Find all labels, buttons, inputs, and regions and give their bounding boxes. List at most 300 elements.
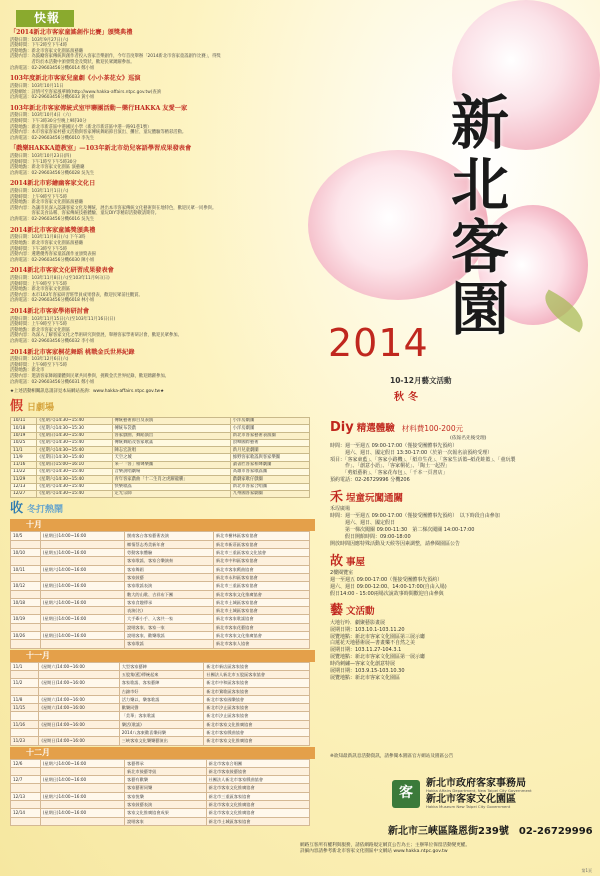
toy-line: 時間：週一至週五 09:00-17:00（僅接受團體事先預約） 以下時段自由參加	[330, 513, 500, 520]
table-cell	[11, 557, 41, 565]
table-row	[11, 461, 310, 468]
year-title: 2014	[328, 321, 429, 365]
table-cell: (星期六)14:30~15:40	[37, 476, 112, 483]
table-cell: 表演(名)	[125, 607, 214, 615]
table-cell: 新北市土城區客家協會	[206, 817, 309, 825]
table-cell: 11/8	[11, 695, 39, 703]
story-line: 週一至週五 09:00-17:00（僅接受團體事先預約）	[330, 576, 443, 583]
table-cell	[39, 687, 119, 695]
table-cell: 10/19	[11, 615, 41, 623]
table-row	[11, 590, 310, 598]
table-row	[11, 476, 310, 483]
table-row	[11, 598, 310, 606]
table-cell: 客家歌謠	[125, 640, 214, 648]
table-cell: 新北市新莊區客家協會	[213, 540, 309, 548]
table-cell: 勞動客家體驗	[125, 549, 214, 557]
table-cell: 10/19	[11, 432, 37, 439]
table-cell: 新北市中和區客家協會	[204, 679, 310, 687]
news-item	[10, 75, 315, 100]
hakka-logo-icon: 客	[392, 780, 420, 808]
news-title: 103年新北市客家傳統式室甲聯團活動－樂行HAKKA 友愛一家	[10, 104, 188, 112]
table-cell: 10/10	[11, 549, 41, 557]
table-cell: (星期日)14:00~16:00	[40, 532, 124, 540]
table-cell: 綠野客家歌謠與客家樂團	[230, 454, 309, 461]
right-column	[330, 414, 592, 682]
table-cell: (星期六)14:30~15:40	[37, 483, 112, 490]
table-cell: 12/7	[11, 776, 41, 784]
arts-heading	[330, 603, 592, 619]
toy-line: 禾埕廣場	[330, 506, 351, 513]
title-char: 客	[450, 213, 509, 281]
table-row	[11, 801, 310, 809]
table-cell: 客家歌謠表演	[125, 582, 214, 590]
harvest-headline-rest: 冬打熱鬧	[27, 505, 64, 516]
news-line: 活動地點：新北市客家文化園區 演藝廳	[10, 165, 85, 171]
table-cell: 11/2	[11, 679, 39, 687]
arts-heading-rest: 文活動	[346, 606, 375, 618]
table-cell: 10/12	[11, 582, 41, 590]
story-line: 2樓閱覽室	[330, 569, 354, 576]
table-cell: 讀書匠客家相聲劇團	[230, 461, 309, 468]
table-cell	[40, 623, 124, 631]
table-cell	[40, 590, 124, 598]
table-cell: 小洋房劇團	[230, 417, 309, 424]
table-cell: 客家悅樂	[125, 792, 207, 800]
table-cell	[11, 801, 41, 809]
table-cell: 11/9	[11, 454, 37, 461]
table-cell: 新北市客家文化推廣協會	[206, 809, 309, 817]
title-char: 新	[450, 89, 509, 157]
arts-details	[330, 620, 592, 682]
table-cell	[11, 817, 41, 825]
table-row	[11, 469, 310, 476]
table-cell: 新北市三重區客家協會	[213, 582, 309, 590]
month-header: 十一月	[10, 650, 315, 662]
table-row	[11, 767, 310, 775]
diy-line: 時間：週一至週五 09:00-17:00（僅接受團體事先預約）	[330, 442, 458, 449]
table-cell	[40, 640, 124, 648]
table-cell: 三峽客家文化樂樂藝演出	[119, 737, 204, 745]
arts-line: 展期日期：103.10.1-103.11.20	[330, 626, 405, 633]
table-cell: 新北市新店區客家協會	[204, 662, 310, 670]
news-item	[10, 180, 315, 222]
news-title: 2014新北市客家桐花舞蹈 桃戰金氏世界紀錄	[10, 348, 135, 356]
table-cell: 新北市客家戲曲協會	[213, 565, 309, 573]
toy-heading-cap: 禾	[330, 490, 344, 506]
table-cell: 10/11	[11, 417, 37, 424]
table-row	[11, 557, 310, 565]
table-cell: 五股集(藍)傳統起來	[119, 670, 204, 678]
title-char: 北	[450, 151, 509, 219]
table-cell: 10/18	[11, 425, 37, 432]
season: 秋冬	[394, 392, 422, 403]
table-cell	[40, 801, 124, 809]
table-cell: 大手牽小手、入客共一家	[125, 615, 214, 623]
news-line: 活動內容：本市客家客家村藝文活動與客家傳統舞蹈節目演出、攤位、童玩體驗等精彩活動。	[10, 130, 187, 136]
news-line: 活動地點：新北市客家文化園區演藝廳	[10, 200, 84, 206]
table-row	[11, 573, 310, 581]
news-item	[10, 29, 315, 71]
main-title	[440, 89, 520, 343]
table-cell: 天空之城	[112, 454, 230, 461]
table-cell: 11/16	[11, 461, 37, 468]
table-cell: 社團法人新北市五股區客家協會	[204, 670, 310, 678]
table-cell: 新北市客家國樂協會	[204, 695, 310, 703]
table-cell: 新北市客家文化推廣協會	[213, 632, 309, 640]
table-cell	[40, 573, 124, 581]
toy-heading	[330, 490, 592, 506]
table-cell: 11/1	[11, 447, 37, 454]
table-cell: (星期日)14:00~16:00	[39, 720, 119, 728]
table-cell: (星期六)14:30~15:40	[37, 417, 112, 424]
arts-line: 時尚刺繡—客家文化創意特展	[330, 661, 396, 668]
table-row	[11, 549, 310, 557]
arts-line: 展覽地點：新北市客家文化園區第一展示廳	[330, 654, 426, 661]
title-char: 園	[450, 275, 509, 343]
subtitle: 10-12月藝文活動	[390, 376, 452, 385]
table-row	[11, 490, 310, 497]
table-cell: (星期日)14:00~16:00	[39, 679, 119, 687]
table-cell: 客藝有歡樂	[125, 776, 207, 784]
table-cell: 音樂說唱劇場	[112, 469, 230, 476]
table-cell: 11/22	[11, 469, 37, 476]
table-cell: 說唱客家、歡樂歌謠	[125, 632, 214, 640]
table-cell: 12/6	[11, 759, 41, 767]
table-row	[11, 792, 310, 800]
table-cell: (星期日)15:00~16:10	[37, 461, 112, 468]
table-cell: 數大的山歌、吉祥布下團	[125, 590, 214, 598]
table-row	[11, 582, 310, 590]
news-line: 活動時間：下午2時至下午4時	[10, 43, 68, 49]
news-line: 洽詢電話：02-29603456分機6010 李先生	[10, 135, 95, 141]
table-cell: (星期六)14:30~15:30	[37, 425, 112, 432]
arts-line: 大地行吟．劇聚藝影畫展	[330, 619, 386, 626]
holiday-headline-big: 假	[10, 398, 24, 414]
story-line: 假日14:00 - 15:00兩場次說故事時間歡迎自由參與	[330, 590, 444, 597]
table-cell: 新北市客家人協會	[213, 640, 309, 648]
table-cell: 2014八客東歡喜樂同樂	[119, 728, 204, 736]
table-cell	[11, 728, 39, 736]
table-cell: 新北市土城區客家協會	[213, 607, 309, 615]
month-table	[10, 662, 310, 746]
month-table	[10, 759, 310, 826]
org-name-secondary-en: Hakka Museum New Taipei City Government	[426, 803, 511, 809]
table-cell	[11, 767, 41, 775]
table-cell: (星期六)14:00~16:00	[40, 759, 124, 767]
news-line: 者均於本活動中頒發獎金及獎狀，歡迎民眾踴躍參加。	[10, 60, 135, 66]
news-line: 客家美食品嚐、客家傳統技藝體驗、童玩DIY等精彩活動敬請期待。	[10, 211, 159, 217]
news-line: 活動日期：103年10月11日	[10, 83, 64, 89]
toy-line: 假日開館時間：09:00-18:00	[330, 533, 411, 540]
table-row	[11, 687, 310, 695]
news-line: 活動地點：新北市	[10, 368, 45, 374]
table-cell: 新北市客家文化推廣協會	[204, 737, 310, 745]
news-title: 2014新北市客家童謠獎頒典禮	[10, 226, 96, 234]
table-cell	[39, 712, 119, 720]
news-title: 103年度新北市客家兒童劇《小小茶花女》巡演	[10, 75, 141, 83]
table-cell: 新北市鶯歌區客家協會	[204, 687, 310, 695]
table-cell: 客家歌謠、客家藝陣	[119, 679, 204, 687]
table-cell: 客家藝術同樂	[125, 784, 207, 792]
table-row	[11, 728, 310, 736]
table-cell: 新北市三重區客家協會	[206, 792, 309, 800]
table-row	[11, 483, 310, 490]
table-cell: (星期六)14:30~15:40	[37, 490, 112, 497]
table-cell: 10/26	[11, 632, 41, 640]
table-cell: 說唱客家、客家一家	[125, 623, 214, 631]
table-cell: 新北市客家鼓藝協會	[206, 767, 309, 775]
table-cell: 10/25	[11, 439, 37, 446]
table-cell: 「美華」客家歌謠	[119, 712, 204, 720]
month-header: 十月	[10, 519, 315, 531]
footer-text	[300, 843, 594, 855]
table-cell	[40, 607, 124, 615]
news-line: 活動日期：103年10月23日(四)	[10, 154, 72, 160]
diy-line: 預約電話：02-26729996 分機206	[330, 477, 410, 484]
table-cell: 客家文化推廣協會成果	[125, 809, 207, 817]
table-cell: 活力樂以、樂客歌謠	[119, 695, 204, 703]
table-cell: 傳統布袋戲	[112, 425, 230, 432]
harvest-headline-big: 收	[10, 501, 24, 517]
diy-fee: 材料費100-200元	[401, 424, 464, 433]
table-row	[11, 417, 310, 424]
table-cell: 11/1	[11, 662, 39, 670]
table-cell	[11, 687, 39, 695]
story-heading	[330, 554, 592, 570]
news-line: 活動日期：103年11月15日(六)至103年11月16日(日)	[10, 316, 116, 322]
table-cell	[11, 623, 41, 631]
table-row	[11, 759, 310, 767]
arts-line: 展覽地點：新北市客家文化園區	[330, 674, 401, 681]
toy-line: 開放時間因應特殊活動及天候等因素調整，請參閱園區公告	[330, 540, 461, 547]
table-cell: 客家舞蹈	[125, 565, 214, 573]
notice-text: ※欲知最新訊息活動資訊，請參閱本園區官方網站及園區公告	[330, 754, 454, 759]
story-line: 週六、週日 09:00-12:00、14:00-17:00(自由入場)	[330, 583, 447, 590]
harvest-schedule	[10, 519, 315, 826]
table-cell: 11/15	[11, 704, 39, 712]
news-line: 活動網址：詳情可至客家風華網(http://www.hakka-affairs.ntpc.gov.tw)查詢	[10, 89, 162, 95]
table-cell: 新北市客家歌謠協會	[213, 615, 309, 623]
table-cell	[11, 590, 41, 598]
table-row	[11, 623, 310, 631]
news-line: 活動日期：103年10月4日（六）	[10, 113, 74, 119]
news-line: 活動內容：為鼓勵客家傳統與創作者投入客家音樂創作，今年首度舉辦「2014新北市客家童謠創作比賽」，得獎	[10, 54, 221, 60]
news-line: 活動內容：邀請客家舞蹈團體與民眾共同參與，挑戰金氏世界紀錄，歡迎踴躍參加。	[10, 374, 169, 380]
table-cell: 小洋房劇團	[230, 425, 309, 432]
page-number: 第1頁	[581, 868, 592, 873]
table-row	[11, 662, 310, 670]
toy-line: 第一梯次闖關 09:00-11:30 第二梯次闖關 14:00-17:00	[330, 527, 475, 533]
table-cell: 新北市客家合唱團	[230, 483, 309, 490]
table-row	[11, 632, 310, 640]
news-line: 活動地點：新北市客家文化園區	[10, 287, 71, 293]
table-cell: (星期日)14:30~15:40	[37, 454, 112, 461]
diy-line: 項目：「客家東藍」、「客家小路機」、「紙巾生花」、「客家生活籃─紙花蛙籃」、「童玩製	[330, 456, 516, 463]
table-cell: 新月兒童劇團	[230, 447, 309, 454]
table-row	[11, 432, 310, 439]
table-row	[11, 720, 310, 728]
news-line: 洽詢電話：02-29603456分機6018 林小姐	[10, 298, 95, 304]
table-cell: 客家歌謠、客家合樂演奏	[125, 557, 214, 565]
news-line: 活動日期：103年12月6日(六)	[10, 357, 69, 363]
arts-line: 展覽地點：新北市客家文化園區第三展示廳	[330, 633, 426, 640]
harvest-headline	[10, 501, 315, 517]
toy-details	[330, 506, 592, 547]
table-cell: 客家食趣傳承	[125, 598, 214, 606]
news-line: 活動時間：下午3時30分至晚上9時30分	[10, 119, 87, 125]
table-cell	[40, 784, 124, 792]
news-item	[10, 349, 315, 386]
table-row	[11, 439, 310, 446]
table-cell	[40, 557, 124, 565]
table-cell: (星期六)14:00~16:00	[39, 704, 119, 712]
diy-line: 週六、週日、國定假日 13:30-17:00（於第一次報名前預約受理）	[330, 449, 493, 456]
table-cell: 新北市客家戲曲協會	[204, 728, 310, 736]
table-cell	[40, 767, 124, 775]
table-cell: 客藝傳承	[125, 759, 207, 767]
table-cell: 樂活(歌謠)	[119, 720, 204, 728]
news-line: 活動時間：下午1時至下午5時30分	[10, 159, 77, 165]
table-cell: 快樂歌謠	[112, 483, 230, 490]
news-line: 洽詢電話：02-29603456分機6033 黃小姐	[10, 95, 95, 101]
table-cell: 客家鼓藝表演	[125, 801, 207, 809]
news-line: 活動地點：新北市新莊區中港國民小學（新北市新莊區中港一路91巷1號）	[10, 124, 152, 130]
table-row	[11, 704, 310, 712]
table-cell: 12/13	[11, 483, 37, 490]
table-cell: 說唱客家	[125, 817, 207, 825]
arts-line: 展期日期：103.9.15-103.10.30	[330, 667, 405, 674]
table-cell: (星期六)14:00~16:00	[39, 695, 119, 703]
diy-heading	[330, 420, 592, 436]
table-cell: (星期六)14:00~16:00	[39, 662, 119, 670]
table-row	[11, 615, 310, 623]
table-cell: (星期日)14:00~16:00	[40, 632, 124, 640]
news-label: 快報	[16, 10, 74, 27]
arts-line: 展期日期：103.11.27-104.3.1	[330, 647, 402, 654]
table-row	[11, 447, 310, 454]
table-cell	[39, 728, 119, 736]
table-row	[11, 565, 310, 573]
news-line: 活動內容：本市103年客家研習班學員成果發表，歡迎民眾前往觀賞。	[10, 292, 143, 298]
arts-heading-cap: 藝	[330, 603, 344, 619]
table-cell: 新北市客家文化推廣協會	[206, 801, 309, 809]
table-cell: 10/18	[11, 598, 41, 606]
table-cell: 新北市客家合唱團	[206, 759, 309, 767]
news-line: 活動日期：103年11月1日(六)	[10, 189, 69, 195]
table-cell: 社團法人新北市客家戲曲協會	[206, 776, 309, 784]
table-cell: 新北市鼓藝等級	[125, 767, 207, 775]
toy-line: 週六、週日、國定假日	[330, 520, 396, 527]
table-cell: 客家戲曲、舞蹈演出	[112, 432, 230, 439]
news-line: 洽詢電話：02-29603456分機6032 李小姐	[10, 338, 95, 344]
news-item	[10, 227, 315, 264]
table-cell: 閩南客台客家藝術表演	[125, 532, 214, 540]
table-cell	[40, 540, 124, 548]
news-line: 洽詢電話：02-29603456分機6030 陳小姐	[10, 257, 95, 263]
diy-heading-cap: Diy	[330, 420, 354, 435]
news-line: 活動時間：上午9時至下午5時	[10, 362, 68, 368]
table-cell: 新北市客家文化推廣協會	[206, 784, 309, 792]
table-cell	[40, 817, 124, 825]
table-cell	[39, 670, 119, 678]
news-footer: ★上述活動相關訊息請詳見本局網站查詢：www.hakka-affairs.ntpc.gov.tw★	[10, 389, 165, 395]
table-cell: 新北市汐止區客家協會	[204, 712, 310, 720]
table-row	[11, 532, 310, 540]
org-name-secondary: 新北市客家文化園區	[426, 793, 516, 805]
table-cell: (星期日)14:00~16:00	[39, 737, 119, 745]
diy-details	[330, 443, 592, 484]
table-cell: 新北市中和區客家協會	[213, 557, 309, 565]
table-cell: 10/11	[11, 565, 41, 573]
news-line: 活動地點：新北市客家文化園區演藝廳	[10, 48, 84, 54]
month-table	[10, 531, 310, 648]
news-line: 活動時間：上午9時至下午5時	[10, 194, 68, 200]
news-line: 洽詢電話：02-29603456分機6031 鄭小姐	[10, 379, 95, 385]
diy-note: (依報名先後受理)	[450, 436, 487, 442]
table-row	[11, 670, 310, 678]
table-cell: 新北市永和區客家協會	[213, 573, 309, 581]
table-cell: (星期六)14:30~15:40	[37, 447, 112, 454]
table-cell: (星期日)14:00~16:00	[40, 809, 124, 817]
table-cell: 新北市土城區客家協會	[213, 598, 309, 606]
table-cell	[11, 640, 41, 648]
news-line: 活動日期：103年9月27日(六)	[10, 37, 69, 43]
news-item	[10, 145, 315, 176]
table-cell	[11, 573, 41, 581]
table-cell: (星期六)14:30~15:40	[37, 469, 112, 476]
news-title: 2014新北市客家文化研習成果發表會	[10, 267, 114, 275]
table-row	[11, 425, 310, 432]
news-title: 2014新北市客家學術研討會	[10, 307, 90, 315]
news-title: 「戲樂HAKKA遊教室」—103年新北市幼兒客語學習成果發表會	[10, 145, 192, 153]
table-cell: 新北市客家文化推廣協會	[213, 590, 309, 598]
table-cell: 頂峰國際藝術	[230, 439, 309, 446]
table-cell: 青年客家戲曲「十二生肖之虎躍龍騰」	[112, 476, 230, 483]
holiday-table	[10, 417, 310, 498]
table-cell: 戲劇家歌仔戲團	[230, 476, 309, 483]
table-cell	[11, 607, 41, 615]
table-row	[11, 695, 310, 703]
news-line: 活動內容：為深入了解客家文化之學術研究與發展，舉辦客家學術研討會，歡迎民眾參加。	[10, 333, 182, 339]
table-cell: (星期日)14:00~16:00	[40, 776, 124, 784]
table-cell: 新北市樹林區客家協會	[213, 532, 309, 540]
table-cell: 12/27	[11, 490, 37, 497]
table-cell	[11, 670, 39, 678]
story-details	[330, 570, 592, 598]
story-heading-rest: 事屋	[346, 556, 366, 568]
footer-line: 網路互客所有權利與服務，請依網路規定網頁公告為主；主辦單位保留活動變更權。	[300, 843, 470, 848]
table-cell: 古錦市好	[119, 687, 204, 695]
table-cell: 九州國客家劇團	[230, 490, 309, 497]
news-item	[10, 308, 315, 345]
table-cell: 新北市客家文化推廣協會	[204, 720, 310, 728]
table-row	[11, 540, 310, 548]
news-line: 洽詢電話：02-29603456分機6028 吳先生	[10, 170, 95, 176]
news-line: 活動時間：上午9時至下午5時	[10, 281, 68, 287]
table-cell	[11, 712, 39, 720]
diy-line: 作」、「創意小語」、「客家桐花」、「陶土一起捏」	[330, 463, 451, 470]
table-cell: 高雄市客家歌謠團	[230, 469, 309, 476]
news-line: 活動內容：為讓市民深入認識客家文化及傳統，展出本市客家傳統文化藝術與在地特色，歡迎民眾一同參與。	[10, 205, 217, 211]
table-row	[11, 454, 310, 461]
news-line: 洽詢電話：02-29603456分機6014 鄭小姐	[10, 65, 95, 71]
table-cell: 陳志宏說唱	[112, 447, 230, 454]
table-cell: (星期六)14:30~15:40	[37, 439, 112, 446]
diy-line: 「剪紙藝術」、「客家花布包」、「千本一頁書店」	[330, 470, 448, 477]
table-row	[11, 776, 310, 784]
table-cell: 新北市汐止區客家協會	[204, 704, 310, 712]
org-name-primary: 新北市政府客家事務局	[426, 778, 526, 789]
